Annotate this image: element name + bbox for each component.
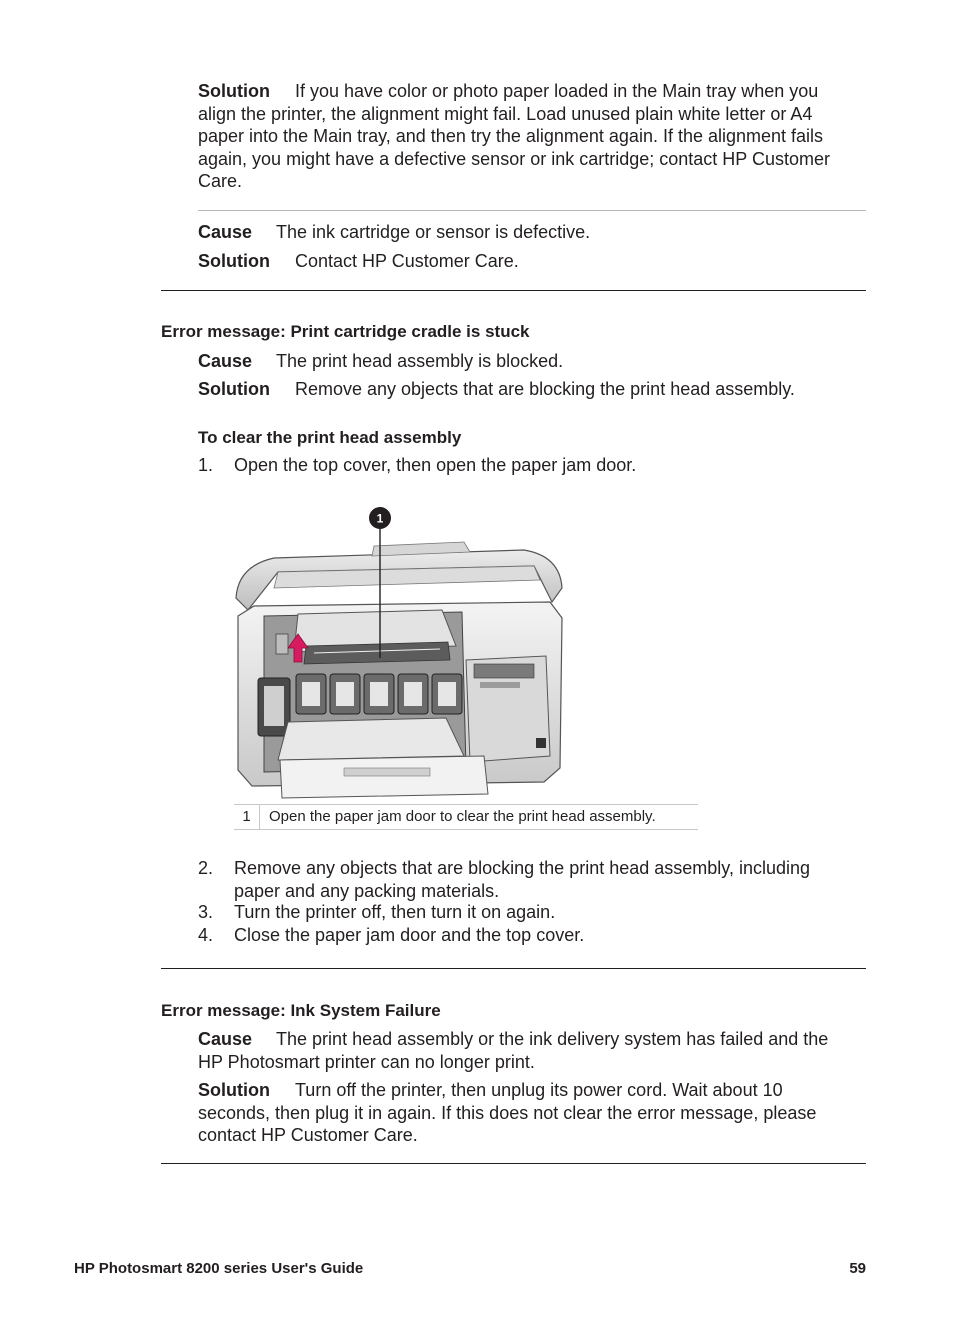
solution-line: Care. <box>198 171 243 191</box>
solution-label: Solution <box>198 251 270 271</box>
footer-guide-title: HP Photosmart 8200 series User's Guide <box>74 1260 364 1277</box>
cause-paragraph <box>198 1028 858 1073</box>
solution-line: align the printer, the alignment might fail. Load unused plain white letter or A4 <box>198 103 813 124</box>
divider <box>198 210 866 211</box>
solution-paragraph <box>198 1079 858 1147</box>
page-number: 59 <box>849 1260 866 1277</box>
section-divider <box>161 968 866 969</box>
step-number: 1. <box>198 455 214 475</box>
printer-illustration <box>234 506 564 804</box>
step-4 <box>198 924 858 947</box>
step-text: Turn the printer off, then turn it on again. <box>234 902 556 922</box>
step-2 <box>198 857 858 903</box>
cause-text: The ink cartridge or sensor is defective. <box>276 222 591 242</box>
step-text: Close the paper jam door and the top cover. <box>234 925 585 945</box>
solution-label: Solution <box>198 1080 270 1100</box>
procedure-title: To clear the print head assembly <box>198 428 462 447</box>
callout-number: 1 <box>376 511 384 526</box>
section-divider <box>161 1163 866 1164</box>
figure-caption <box>234 804 698 830</box>
step-text: Open the top cover, then open the paper jam door. <box>234 455 637 475</box>
cause-line: HP Photosmart printer can no longer print. <box>198 1051 535 1072</box>
caption-text: Open the paper jam door to clear the print head assembly. <box>269 808 656 825</box>
step-number: 3. <box>198 902 214 922</box>
solution-text: Remove any objects that are blocking the print head assembly. <box>294 379 795 399</box>
solution-line: again, you might have a defective sensor or ink cartridge; contact HP Customer <box>198 148 830 169</box>
step-3 <box>198 901 858 924</box>
caption-number: 1 <box>234 805 260 829</box>
cause-row <box>198 221 590 244</box>
solution-label: Solution <box>198 81 270 101</box>
solution-line: paper into the Main tray, and then try the alignment again. If the alignment fails <box>198 126 824 146</box>
step-number: 2. <box>198 858 214 878</box>
solution-text: Contact HP Customer Care. <box>294 251 519 271</box>
cause-label: Cause <box>198 351 253 371</box>
step-line: paper and any packing materials. <box>234 880 500 901</box>
step-1 <box>198 454 858 477</box>
solution-line: seconds, then plug it in again. If this does not clear the error message, please <box>198 1102 817 1123</box>
step-number: 4. <box>198 925 214 945</box>
printer-drawing <box>234 506 564 804</box>
step-text <box>234 857 810 902</box>
section-heading: Error message: Print cartridge cradle is stuck <box>161 322 530 341</box>
section-heading: Error message: Ink System Failure <box>161 1001 441 1020</box>
step-line: Remove any objects that are blocking the print head assembly, including <box>234 858 810 878</box>
solution-paragraph <box>198 80 858 193</box>
section-divider <box>161 290 866 291</box>
cause-row <box>198 350 563 373</box>
cause-line: The print head assembly or the ink delivery system has failed and the <box>276 1029 829 1049</box>
cause-label: Cause <box>198 1029 253 1049</box>
solution-label: Solution <box>198 379 270 399</box>
solution-line: Turn off the printer, then unplug its power cord. Wait about 10 <box>294 1080 783 1100</box>
solution-line: If you have color or photo paper loaded in the Main tray when you <box>294 81 819 101</box>
cause-text: The print head assembly is blocked. <box>276 351 564 371</box>
solution-row <box>198 250 519 273</box>
cause-label: Cause <box>198 222 253 242</box>
solution-row <box>198 378 795 401</box>
solution-line: contact HP Customer Care. <box>198 1125 418 1145</box>
